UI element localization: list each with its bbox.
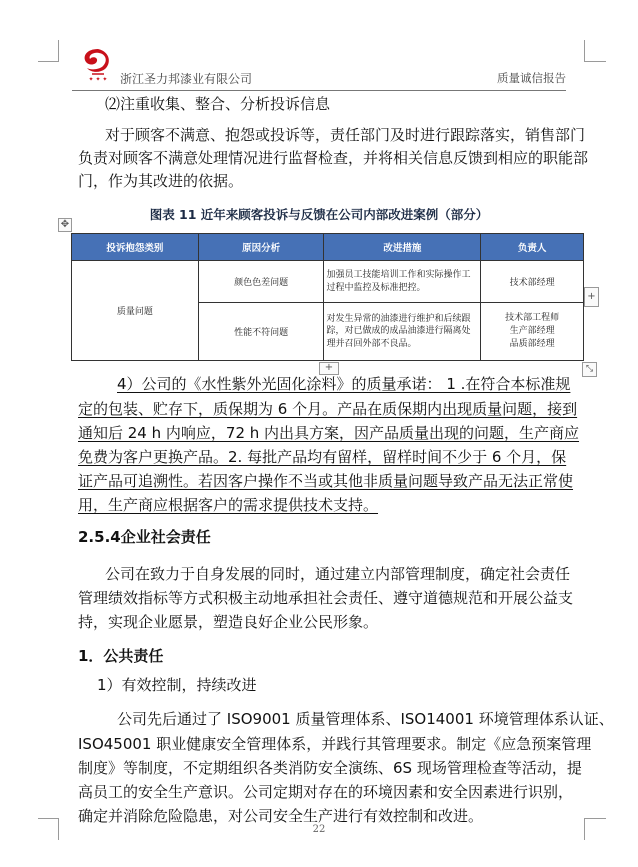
paragraph-line: 负责对顾客不满意处理情况进行监督检查，并将相关信息反馈到相应的职能部 xyxy=(78,149,589,167)
subsection-heading: 1．公共责任 xyxy=(78,647,164,665)
svg-text:✦ ✦ ✦: ✦ ✦ ✦ xyxy=(88,76,108,82)
header-divider xyxy=(72,90,566,91)
sub-item-heading: 1）有效控制，持续改进 xyxy=(97,676,257,694)
commitment-line: 证产品可追溯性。若因客户操作不当或其他非质量问题导致产品无法正常使 xyxy=(78,472,574,490)
item-heading: ⑵注重收集、整合、分析投诉信息 xyxy=(105,95,331,113)
crop-mark xyxy=(58,40,59,62)
paragraph-line: 持，实现企业愿景，塑造良好企业公民形象。 xyxy=(78,613,379,631)
table-caption: 图表 11 近年来顾客投诉与反馈在公司内部改进案例（部分） xyxy=(149,207,489,222)
table-header-row xyxy=(72,234,584,261)
category-cell: 质量问题 xyxy=(72,261,199,361)
commitment-line: 4）公司的《水性紫外光固化涂料》的质量承诺： 1 .在符合本标准规 xyxy=(117,375,571,393)
commitment-line: 用，生产商应根据客户的需求提供技术支持。 xyxy=(78,496,379,514)
section-heading: 2.5.4企业社会责任 xyxy=(78,528,211,546)
table-row xyxy=(72,261,584,303)
crop-mark xyxy=(38,61,59,62)
page-number: 22 xyxy=(312,824,326,835)
owner-cell: 技术部经理 xyxy=(481,261,584,303)
owner-line: 生产部经理 xyxy=(509,326,555,336)
measure-cell: 对发生异常的油漆进行维护和后续跟踪，对已做成的成品油漆进行隔离处理并召回外部不良品。 xyxy=(324,303,481,361)
paragraph-line: 高员工的安全生产意识。公司定期对存在的环境因素和安全因素进行识别， xyxy=(78,783,574,801)
commitment-line: 定的包装、贮存下，质保期为 6 个月。产品在质保期内出现质量问题，接到 xyxy=(78,400,578,418)
crop-mark xyxy=(38,818,59,819)
paragraph-line: 公司在致力于自身发展的同时，通过建立内部管理制度，确定社会责任 xyxy=(105,565,571,583)
paragraph-line: 制度》等制度，不定期组织各类消防安全演练、6S 现场管理检查等活动，提 xyxy=(78,759,582,777)
cause-cell: 颜色色差问题 xyxy=(198,261,324,303)
owner-cell xyxy=(481,303,584,361)
cause-cell: 性能不符问题 xyxy=(198,303,324,361)
crop-mark xyxy=(584,61,606,62)
column-header: 投诉抱怨类别 xyxy=(72,234,199,261)
owner-line: 技术部工程师 xyxy=(505,313,560,323)
add-column-handle-icon[interactable]: + xyxy=(584,287,599,307)
company-name: 浙江圣力邦漆业有限公司 xyxy=(120,72,253,86)
column-header: 负责人 xyxy=(481,234,584,261)
paragraph-line: 门，作为其改进的依据。 xyxy=(78,172,244,190)
commitment-line: 通知后 24 h 内响应，72 h 内出具方案，因产品质量出现的问题，生产商应 xyxy=(78,424,580,442)
owner-line: 品质部经理 xyxy=(509,339,555,349)
paragraph-line: 确定并消除危险隐患，对公司安全生产进行有效控制和改进。 xyxy=(78,807,484,825)
measure-cell: 加强员工技能培训工作和实际操作工过程中监控及标准把控。 xyxy=(324,261,481,303)
column-header: 改进措施 xyxy=(324,234,481,261)
column-header: 原因分析 xyxy=(198,234,324,261)
crop-mark xyxy=(584,818,606,819)
add-row-handle-icon[interactable]: + xyxy=(319,362,339,375)
paragraph-line: 对于顾客不满意、抱怨或投诉等，责任部门及时进行跟踪落实，销售部门 xyxy=(105,126,586,144)
crop-mark xyxy=(584,40,585,62)
paragraph-line: 公司先后通过了 ISO9001 质量管理体系、ISO14001 环境管理体系认证、 xyxy=(117,710,614,728)
resize-table-handle-icon[interactable]: ⤡ xyxy=(582,362,597,377)
paragraph-line: 管理绩效指标等方式积极主动地承担社会责任、遵守道德规范和开展公益支 xyxy=(78,589,574,607)
table-move-handle-icon[interactable]: ✥ xyxy=(58,218,72,232)
complaint-table xyxy=(71,233,584,361)
paragraph-line: ISO45001 职业健康安全管理体系，并践行其管理要求。制定《应急预案管理 xyxy=(78,735,592,753)
commitment-line: 免费为客户更换产品。2. 每批产品均有留样，留样时间不少于 6 个月，保 xyxy=(78,448,567,466)
report-title: 质量诚信报告 xyxy=(497,71,566,85)
company-logo-icon xyxy=(78,46,118,82)
